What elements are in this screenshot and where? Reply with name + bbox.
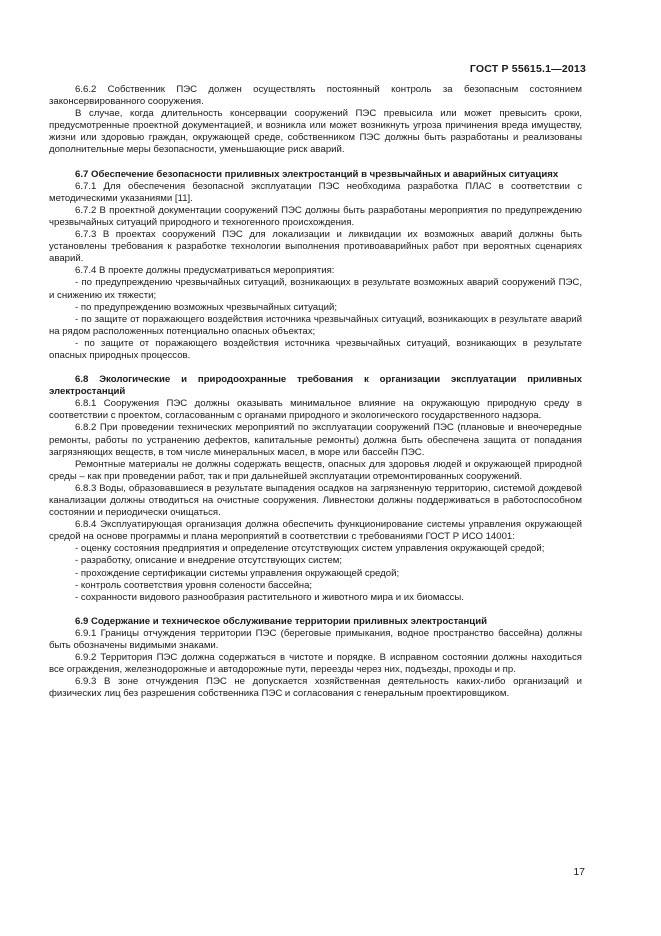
document-code-header: ГОСТ Р 55615.1—2013	[469, 63, 586, 75]
list-item: - по предупреждению возможных чрезвычайных ситуаций;	[75, 301, 338, 313]
paragraph-6-7-4: 6.7.4 В проекте должны предусматриваться мероприятия:	[75, 265, 335, 277]
list-item: - оценку состояния предприятия и определение отсутствующих систем управления окружающей средой;	[75, 543, 545, 555]
section-heading-6-8: 6.8 Экологические и природоохранные требования к организации эксплуатации приливных электростанций	[49, 374, 582, 398]
paragraph-conservation: В случае, когда длительность консервации сооружений ПЭС превысила или может превысить сроки, предусмотренные проектной документацией, и возникла или может возникнуть угроза причинения вреда имуществу, жизни или здоровью граждан, окружающей среде, собственником ПЭС должны быть разработаны и реализованы дополнительные меры безопасности, уменьшающие риск аварий.	[49, 108, 582, 156]
page-number: 17	[573, 866, 585, 878]
paragraph-6-8-2: 6.8.2 При проведении технических мероприятий по эксплуатации сооружений ПЭС (плановые и внеочередные ремонты, работы по устранению дефектов, капитальные ремонты) должна быть обеспечена защита от попадания загрязняющих веществ, в том числе минеральных масел, в море или бассейн ПЭС.	[49, 422, 582, 458]
list-item: - по защите от поражающего воздействия источника чрезвычайных ситуаций, возникающих в результате аварий на рядом расположенных потенциально опасных объектах;	[49, 313, 582, 337]
paragraph-6-9-3: 6.9.3 В зоне отчуждения ПЭС не допускается хозяйственная деятельность каких-либо организаций и физических лиц без разрешения собственника ПЭС и согласования с генеральным проектировщиком.	[49, 676, 582, 700]
list-item: - сохранности видового разнообразия растительного и животного мира и их биомассы.	[75, 591, 464, 603]
paragraph-6-6-2: 6.6.2 Собственник ПЭС должен осуществлять постоянный контроль за безопасным состоянием законсервированного сооружения.	[49, 84, 582, 108]
paragraph-repair-materials: Ремонтные материалы не должны содержать веществ, опасных для здоровья людей и окружающей природной среды – как при проведении работ, так и при дальнейшей эксплуатации отремонтированных сооружений.	[49, 458, 582, 482]
paragraph-6-8-3: 6.8.3 Воды, образовавшиеся в результате выпадения осадков на загрязненную территорию, системой дождевой канализации должны отводиться на очистные сооружения. Ливнестоки должны поддерживаться в работоспособном состоянии и периодически очищаться.	[49, 482, 582, 519]
paragraph-6-7-1: 6.7.1 Для обеспечения безопасной эксплуатации ПЭС необходима разработка ПЛАС в соответствии с методическими указаниями [11].	[49, 180, 582, 204]
list-item: - контроль соответствия уровня солености бассейна;	[75, 579, 313, 591]
paragraph-6-8-1: 6.8.1 Сооружения ПЭС должны оказывать минимальное влияние на окружающую природную среду в соответствии с проектом, согласованным с органами природного и экологического государственного надзора.	[49, 398, 582, 422]
list-item: - по предупреждению чрезвычайных ситуаций, возникающих в результате возможных аварий сооружений ПЭС, и снижению их тяжести;	[49, 277, 582, 301]
list-item: - по защите от поражающего воздействия источника чрезвычайных ситуаций, возникающих в результате опасных природных процессов.	[49, 337, 582, 361]
section-heading-6-9: 6.9 Содержание и техническое обслуживание территории приливных электростанций	[75, 615, 487, 627]
document-body	[49, 84, 582, 701]
section-heading-6-7: 6.7 Обеспечение безопасности приливных электростанций в чрезвычайных и аварийных ситуациях	[75, 168, 559, 180]
list-item: - прохождение сертификации системы управления окружающей средой;	[75, 567, 400, 579]
paragraph-6-8-4: 6.8.4 Эксплуатирующая организация должна обеспечить функционирование системы управления окружающей средой на основе программы и плана мероприятий в соответствии с требованиями ГОСТ Р ИСО 14001:	[49, 519, 582, 543]
paragraph-6-7-2: 6.7.2 В проектной документации сооружений ПЭС должны быть разработаны мероприятия по предупреждению чрезвычайных ситуаций природного и техногенного происхождения.	[49, 204, 582, 228]
paragraph-6-7-3: 6.7.3 В проектах сооружений ПЭС для локализации и ликвидации их возможных аварий должны быть установлены требования к разработке технологии выполнения противоаварийных работ при вероятных сценариях аварий.	[49, 229, 582, 265]
list-item: - разработку, описание и внедрение отсутствующих систем;	[75, 555, 343, 567]
paragraph-6-9-2: 6.9.2 Территория ПЭС должна содержаться в чистоте и порядке. В исправном состоянии должны находиться все ограждения, железнодорожные и автодорожные пути, переезды через них, подъезды, проходы и пр.	[49, 652, 582, 676]
paragraph-6-9-1: 6.9.1 Границы отчуждения территории ПЭС (береговые примыкания, водное пространство бассейна) должны быть обозначены видимыми знаками.	[49, 627, 582, 652]
